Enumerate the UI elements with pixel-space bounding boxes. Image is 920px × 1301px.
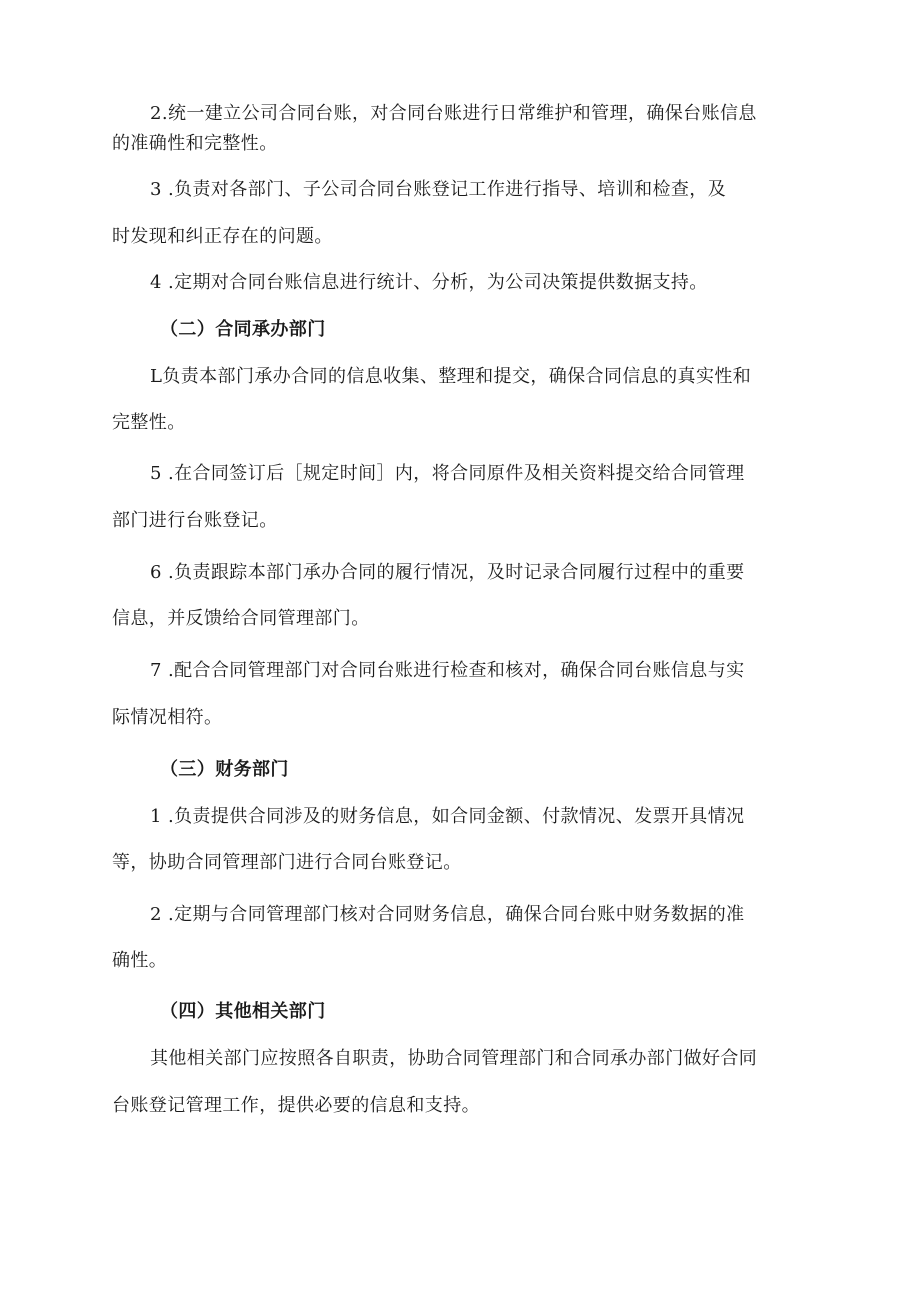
paragraph-line: 2.统一建立公司合同台账，对合同台账进行日常维护和管理，确保台账信息 — [150, 103, 757, 124]
paragraph-line: 的准确性和完整性。 — [112, 133, 278, 154]
paragraph-line: 信息，并反馈给合同管理部门。 — [112, 608, 370, 629]
paragraph-line: 确性。 — [112, 950, 168, 971]
paragraph-line: 其他相关部门应按照各自职责，协助合同管理部门和合同承办部门做好合同 — [150, 1048, 758, 1069]
paragraph-line: 台账登记管理工作，提供必要的信息和支持。 — [112, 1095, 480, 1116]
paragraph-line: 5 .在合同签订后［规定时间］内，将合同原件及相关资料提交给合同管理 — [150, 463, 745, 484]
section-heading: （三）财务部门 — [160, 759, 289, 780]
section-heading: （二）合同承办部门 — [160, 319, 326, 340]
paragraph-line: 完整性。 — [112, 412, 186, 433]
paragraph-line: 1 .负责提供合同涉及的财务信息，如合同金额、付款情况、发票开具情况 — [150, 806, 745, 827]
paragraph-line: 4 .定期对合同台账信息进行统计、分析，为公司决策提供数据支持。 — [150, 272, 708, 293]
paragraph-line: 6 .负责跟踪本部门承办合同的履行情况，及时记录合同履行过程中的重要 — [150, 562, 745, 583]
paragraph-line: 时发现和纠正存在的问题。 — [112, 226, 333, 247]
paragraph-line: L负责本部门承办合同的信息收集、整理和提交，确保合同信息的真实性和 — [150, 366, 752, 387]
paragraph-line: 7 .配合合同管理部门对合同台账进行检查和核对，确保合同台账信息与实 — [150, 660, 745, 681]
paragraph-line: 部门进行台账登记。 — [112, 510, 278, 531]
paragraph-line: 等，协助合同管理部门进行合同台账登记。 — [112, 852, 462, 873]
paragraph-line: 际情况相符。 — [112, 707, 223, 728]
section-heading: （四）其他相关部门 — [160, 1001, 326, 1022]
paragraph-line: 2 .定期与合同管理部门核对合同财务信息，确保合同台账中财务数据的准 — [150, 904, 745, 925]
paragraph-line: 3 .负责对各部门、子公司合同台账登记工作进行指导、培训和检查，及 — [150, 179, 727, 200]
